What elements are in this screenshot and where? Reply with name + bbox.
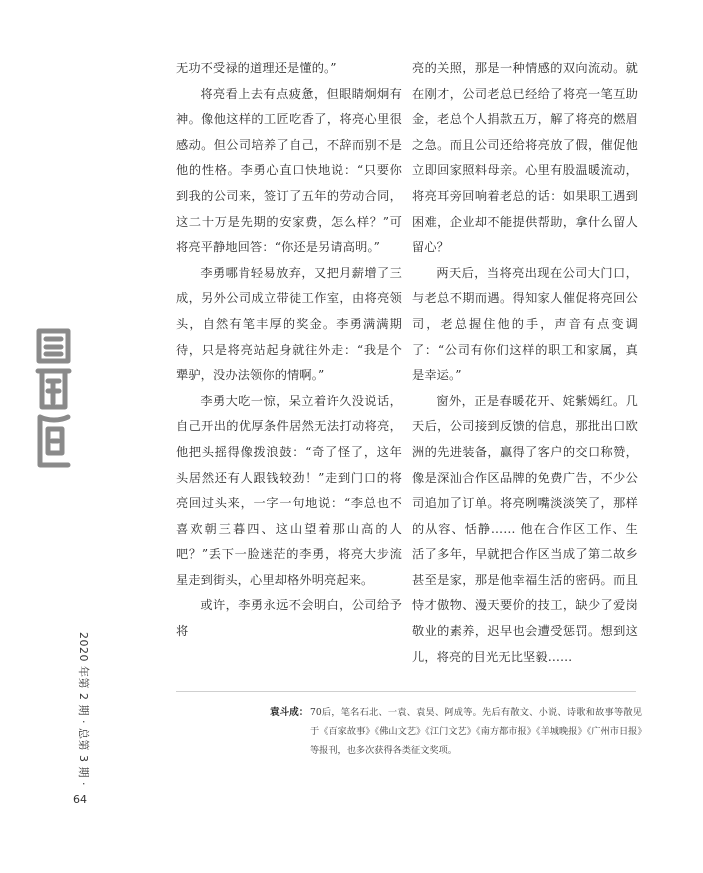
paragraph: 两天后，当将亮出现在公司大门口，与老总不期而遇。得知家人催促将亮回公司，老总握住他的手，声音有点变调了：“公司有你们这样的职工和家属，真是幸运。” <box>412 265 638 383</box>
divider <box>176 691 636 692</box>
paragraph: 亮的关照，那是一种情感的双向流动。就在刚才，公司老总已经给了将亮一笔互助金，老总个人捐款五万，解了将亮的燃眉之急。而且公司还给将亮放了假，催促他立即回家照料母亲。心里有股温暖流动，将亮耳旁回响着老总的话：如果职工遇到困难，企业却不能提供帮助，拿什么留人留心？ <box>412 61 638 255</box>
paragraph: 或许，李勇永远不会明白，公司给予将 <box>176 598 402 639</box>
paragraph: 李勇大吃一惊，呆立着许久没说话，自己开出的优厚条件居然无法打动将亮，他把头摇得像拨浪鼓：“奇了怪了，这年头居然还有人跟钱较劲！”走到门口的将亮回过头来，一字一句地说：“李总也不喜欢朝三暮四、这山望着那山高的人吧？”丢下一脸迷茫的李勇，将亮大步流星走到街头，心里却格外明亮起来。 <box>176 393 402 587</box>
author-bio <box>270 703 642 760</box>
page-number: 64 <box>73 793 87 806</box>
article-left-column <box>176 56 402 645</box>
article-right-column <box>412 56 638 670</box>
paragraph: 李勇哪肯轻易放弃，又把月薪增了三成，另外公司成立带徒工作室，由将亮领头，自然有笔丰厚的奖金。李勇满满期待，只是将亮站起身就往外走：“我是个犟驴，没办法领你的情啊。” <box>176 265 402 383</box>
author-name: 袁斗成： <box>270 707 309 718</box>
paragraph: 窗外，正是春暖花开、姹紫嫣红。几天后，公司接到反馈的信息，那批出口欧洲的先进装备，赢得了客户的交口称赞，像是深汕合作区品牌的免费广告，不少公司追加了订单。将亮咧嘴淡淡笑了，那样的从容、恬静…… 他在合作区工作、生活了多年，早就把合作区当成了第二故乡甚至是家，那是他幸福生活的密码。而且恃才傲物、漫天要价的技工，缺少了爱岗敬业的素养，迟早也会遭受惩罚。想到这儿，将亮的目光无比坚毅…… <box>412 393 638 664</box>
magazine-seal-icon <box>30 325 76 475</box>
paragraph: 将亮看上去有点疲惫，但眼睛炯炯有神。像他这样的工匠吃香了，将亮心里很感动。但公司培养了自己，不辞而别不是他的性格。李勇心直口快地说：“只要你到我的公司来，签订了五年的劳动合同，这二十万是先期的安家费，怎么样？”可将亮平静地回答：“你还是另请高明。” <box>176 86 402 255</box>
paragraph: 无功不受禄的道理还是懂的。” <box>176 61 337 75</box>
author-bio-text: 70后，笔名石北、一袁、袁昊、阿成等。先后有散文、小说、诗歌和故事等散见于《百家故事》《佛山文艺》《江门文艺》《南方都市报》《羊城晚报》《广州市日报》等报刊，也多次获得各类征文奖项。 <box>310 707 642 756</box>
issue-info: 2020 年第 2 期 · 总第 3 期 · <box>77 632 90 786</box>
